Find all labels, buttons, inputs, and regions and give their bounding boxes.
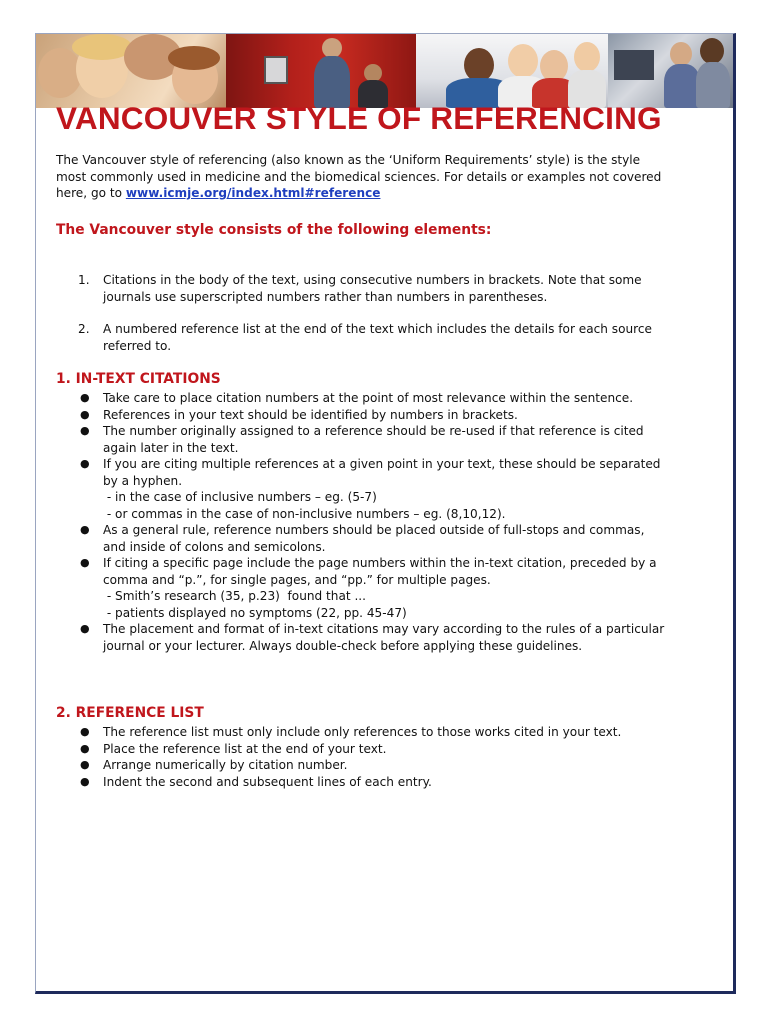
list-item-text: journal or your lecturer. Always double-check before applying these guidelines. — [103, 638, 583, 653]
section-heading-in-text-citations: 1. IN-TEXT CITATIONS — [56, 371, 221, 387]
list-item — [78, 407, 678, 424]
banner-photo-students-group — [36, 34, 226, 108]
list-item-example: - patients displayed no symptoms (22, pp. 45-47) — [103, 605, 407, 620]
intro-line — [56, 185, 676, 202]
section-heading-reference-list: 2. REFERENCE LIST — [56, 705, 204, 721]
list-item — [78, 522, 678, 555]
bullet-icon: ● — [80, 391, 90, 404]
list-item — [78, 456, 678, 522]
list-item-text: comma and “p.”, for single pages, and “pp.” for multiple pages. — [103, 572, 491, 587]
list-item-text: If you are citing multiple references at a given point in your text, these should be separated — [103, 457, 661, 471]
list-item — [78, 555, 678, 621]
intro-line-prefix: here, go to — [56, 186, 126, 200]
intro-paragraph — [56, 152, 676, 202]
item-text-line: journals use superscripted numbers rather than numbers in parentheses. — [103, 289, 548, 304]
item-text — [103, 272, 642, 305]
intro-line: The Vancouver style of referencing (also known as the ‘Uniform Requirements’ style) is the style — [56, 153, 641, 167]
bullet-icon: ● — [80, 725, 90, 738]
bullet-icon: ● — [80, 556, 90, 569]
list-item-text: Take care to place citation numbers at the point of most relevance within the sentence. — [103, 391, 634, 405]
bullet-icon: ● — [80, 758, 90, 771]
item-text-line: A numbered reference list at the end of the text which includes the details for each source — [103, 322, 652, 336]
item-number: 1. — [78, 273, 90, 287]
header-photo-banner — [36, 34, 733, 108]
list-item-text: Arrange numerically by citation number. — [103, 758, 348, 772]
list-item-text: As a general rule, reference numbers should be placed outside of full-stops and commas, — [103, 523, 645, 537]
list-item-example: - or commas in the case of non-inclusive numbers – eg. (8,10,12). — [103, 506, 506, 521]
bullet-icon: ● — [80, 741, 90, 755]
list-item-text: If citing a specific page include the page numbers within the in-text citation, preceded by a — [103, 556, 657, 570]
list-item-text: The reference list must only include only references to those works cited in your text. — [103, 725, 622, 739]
bullet-icon: ● — [80, 622, 90, 635]
icmje-reference-link[interactable]: www.icmje.org/index.html#reference — [125, 186, 381, 200]
bullet-icon: ● — [80, 407, 90, 421]
list-item — [78, 724, 678, 741]
list-item-text: Place the reference list at the end of your text. — [103, 741, 387, 756]
list-item-example: - Smith’s research (35, p.23) found that ... — [103, 589, 366, 603]
list-item — [78, 390, 678, 407]
list-item — [78, 423, 678, 456]
list-item-example: - in the case of inclusive numbers – eg. (5-7) — [103, 490, 377, 504]
item-text-line: Citations in the body of the text, using consecutive numbers in brackets. Note that some — [103, 273, 642, 287]
list-item-text: and inside of colons and semicolons. — [103, 539, 326, 554]
page-title: VANCOUVER STYLE OF REFERENCING — [56, 100, 662, 136]
in-text-citations-list — [78, 390, 678, 654]
bullet-icon: ● — [80, 424, 90, 437]
banner-photo-computer-lab — [608, 34, 733, 108]
list-item-text: The number originally assigned to a reference should be re-used if that reference is cited — [103, 424, 644, 438]
banner-photo-phone-booth — [226, 34, 416, 108]
reference-list-rules — [78, 724, 678, 790]
list-item-text: The placement and format of in-text citations may vary according to the rules of a particular — [103, 622, 665, 636]
bullet-icon: ● — [80, 457, 90, 470]
banner-photo-smiling-teens — [416, 34, 608, 108]
list-item — [78, 774, 678, 791]
list-item — [78, 757, 678, 774]
list-item-text: References in your text should be identified by numbers in brackets. — [103, 407, 518, 422]
list-item-text: again later in the text. — [103, 440, 239, 455]
list-item — [78, 621, 678, 654]
list-item — [78, 741, 678, 758]
list-item-text: by a hyphen. — [103, 473, 183, 488]
intro-line: most commonly used in medicine and the biomedical sciences. For details or examples not covered — [56, 169, 662, 184]
item-text-line: referred to. — [103, 338, 172, 353]
bullet-icon: ● — [80, 774, 90, 788]
item-number: 2. — [78, 322, 90, 336]
elements-heading: The Vancouver style consists of the following elements: — [56, 222, 492, 238]
item-text — [103, 321, 652, 354]
list-item-text: Indent the second and subsequent lines of each entry. — [103, 774, 432, 789]
bullet-icon: ● — [80, 523, 90, 536]
